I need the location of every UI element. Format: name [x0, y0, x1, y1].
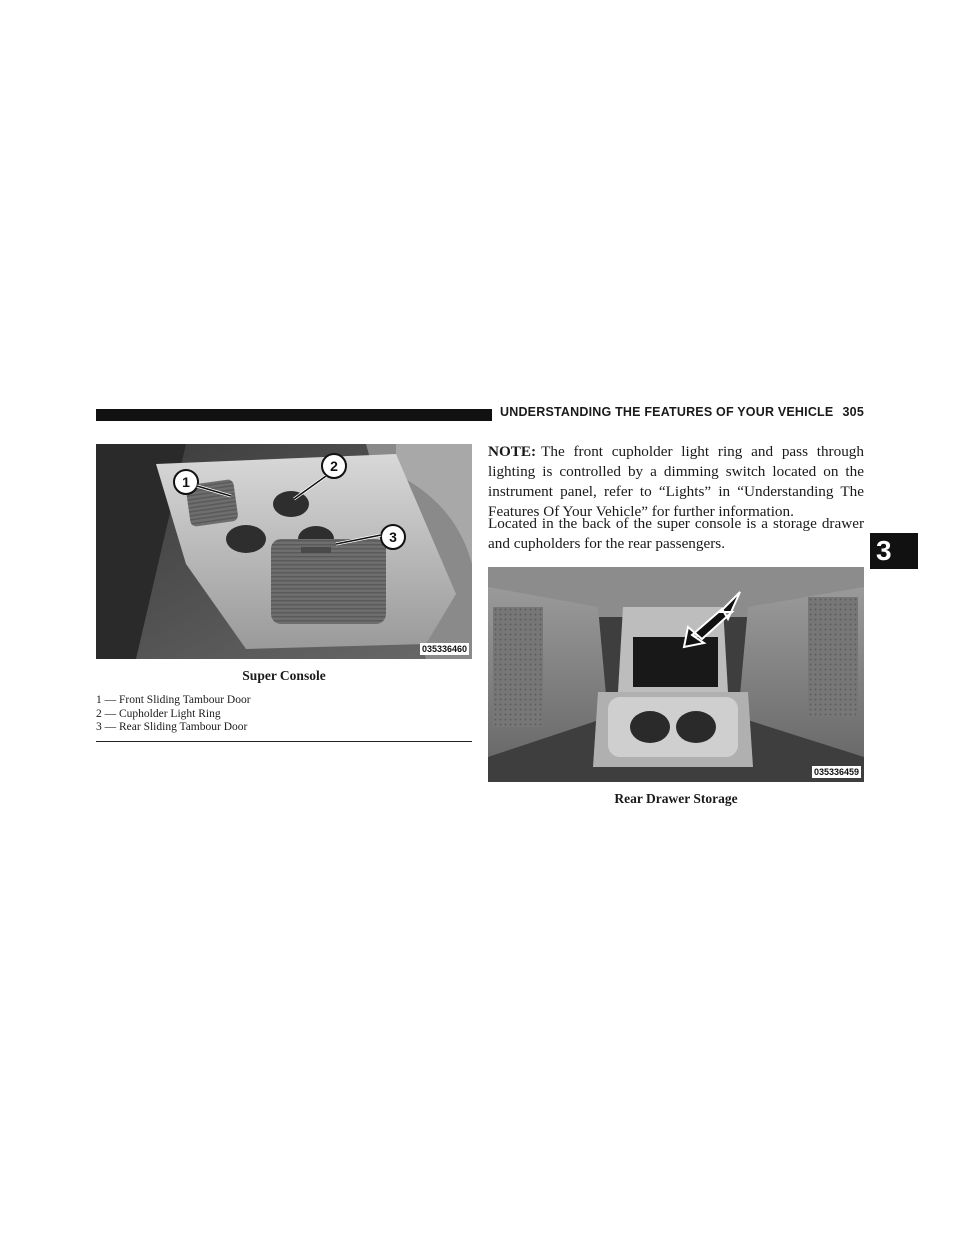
- rear-drawer-caption: Rear Drawer Storage: [614, 791, 738, 806]
- storage-paragraph: Located in the back of the super console is a storage drawer and cupholders for the rear passengers.: [488, 515, 864, 552]
- callout-2: 2: [330, 458, 338, 474]
- note-label: NOTE:: [488, 443, 537, 460]
- note-text: The front cupholder light ring and pass through lighting is controlled by a dimming switch located on the instrument panel, refer to “Lights” in “Understanding The Features Of Your Vehicle” for further information.: [488, 443, 864, 520]
- legend-item: 3 — Rear Sliding Tambour Door: [96, 721, 248, 733]
- chapter-tab: 3: [870, 533, 918, 569]
- section-title: UNDERSTANDING THE FEATURES OF YOUR VEHICLE: [500, 405, 834, 419]
- legend-item: 2 — Cupholder Light Ring: [96, 707, 221, 720]
- callout-1: 1: [182, 474, 190, 490]
- legend-item: 1 — Front Sliding Tambour Door: [96, 694, 251, 706]
- note-paragraph: [488, 442, 864, 522]
- running-header: [500, 405, 864, 419]
- super-console-photo: [96, 444, 472, 659]
- page-number: 305: [842, 405, 864, 419]
- rear-drawer-photo: [488, 567, 864, 782]
- super-console-figure: [96, 444, 472, 659]
- callout-3: 3: [389, 529, 397, 545]
- figure-code: 035336459: [813, 767, 859, 777]
- figure-code: 035336460: [421, 644, 467, 654]
- figure-legend: [96, 694, 472, 735]
- rear-drawer-figure: [488, 567, 864, 782]
- legend-divider: [96, 741, 472, 742]
- header-rule: [96, 409, 492, 421]
- super-console-caption: Super Console: [242, 668, 326, 683]
